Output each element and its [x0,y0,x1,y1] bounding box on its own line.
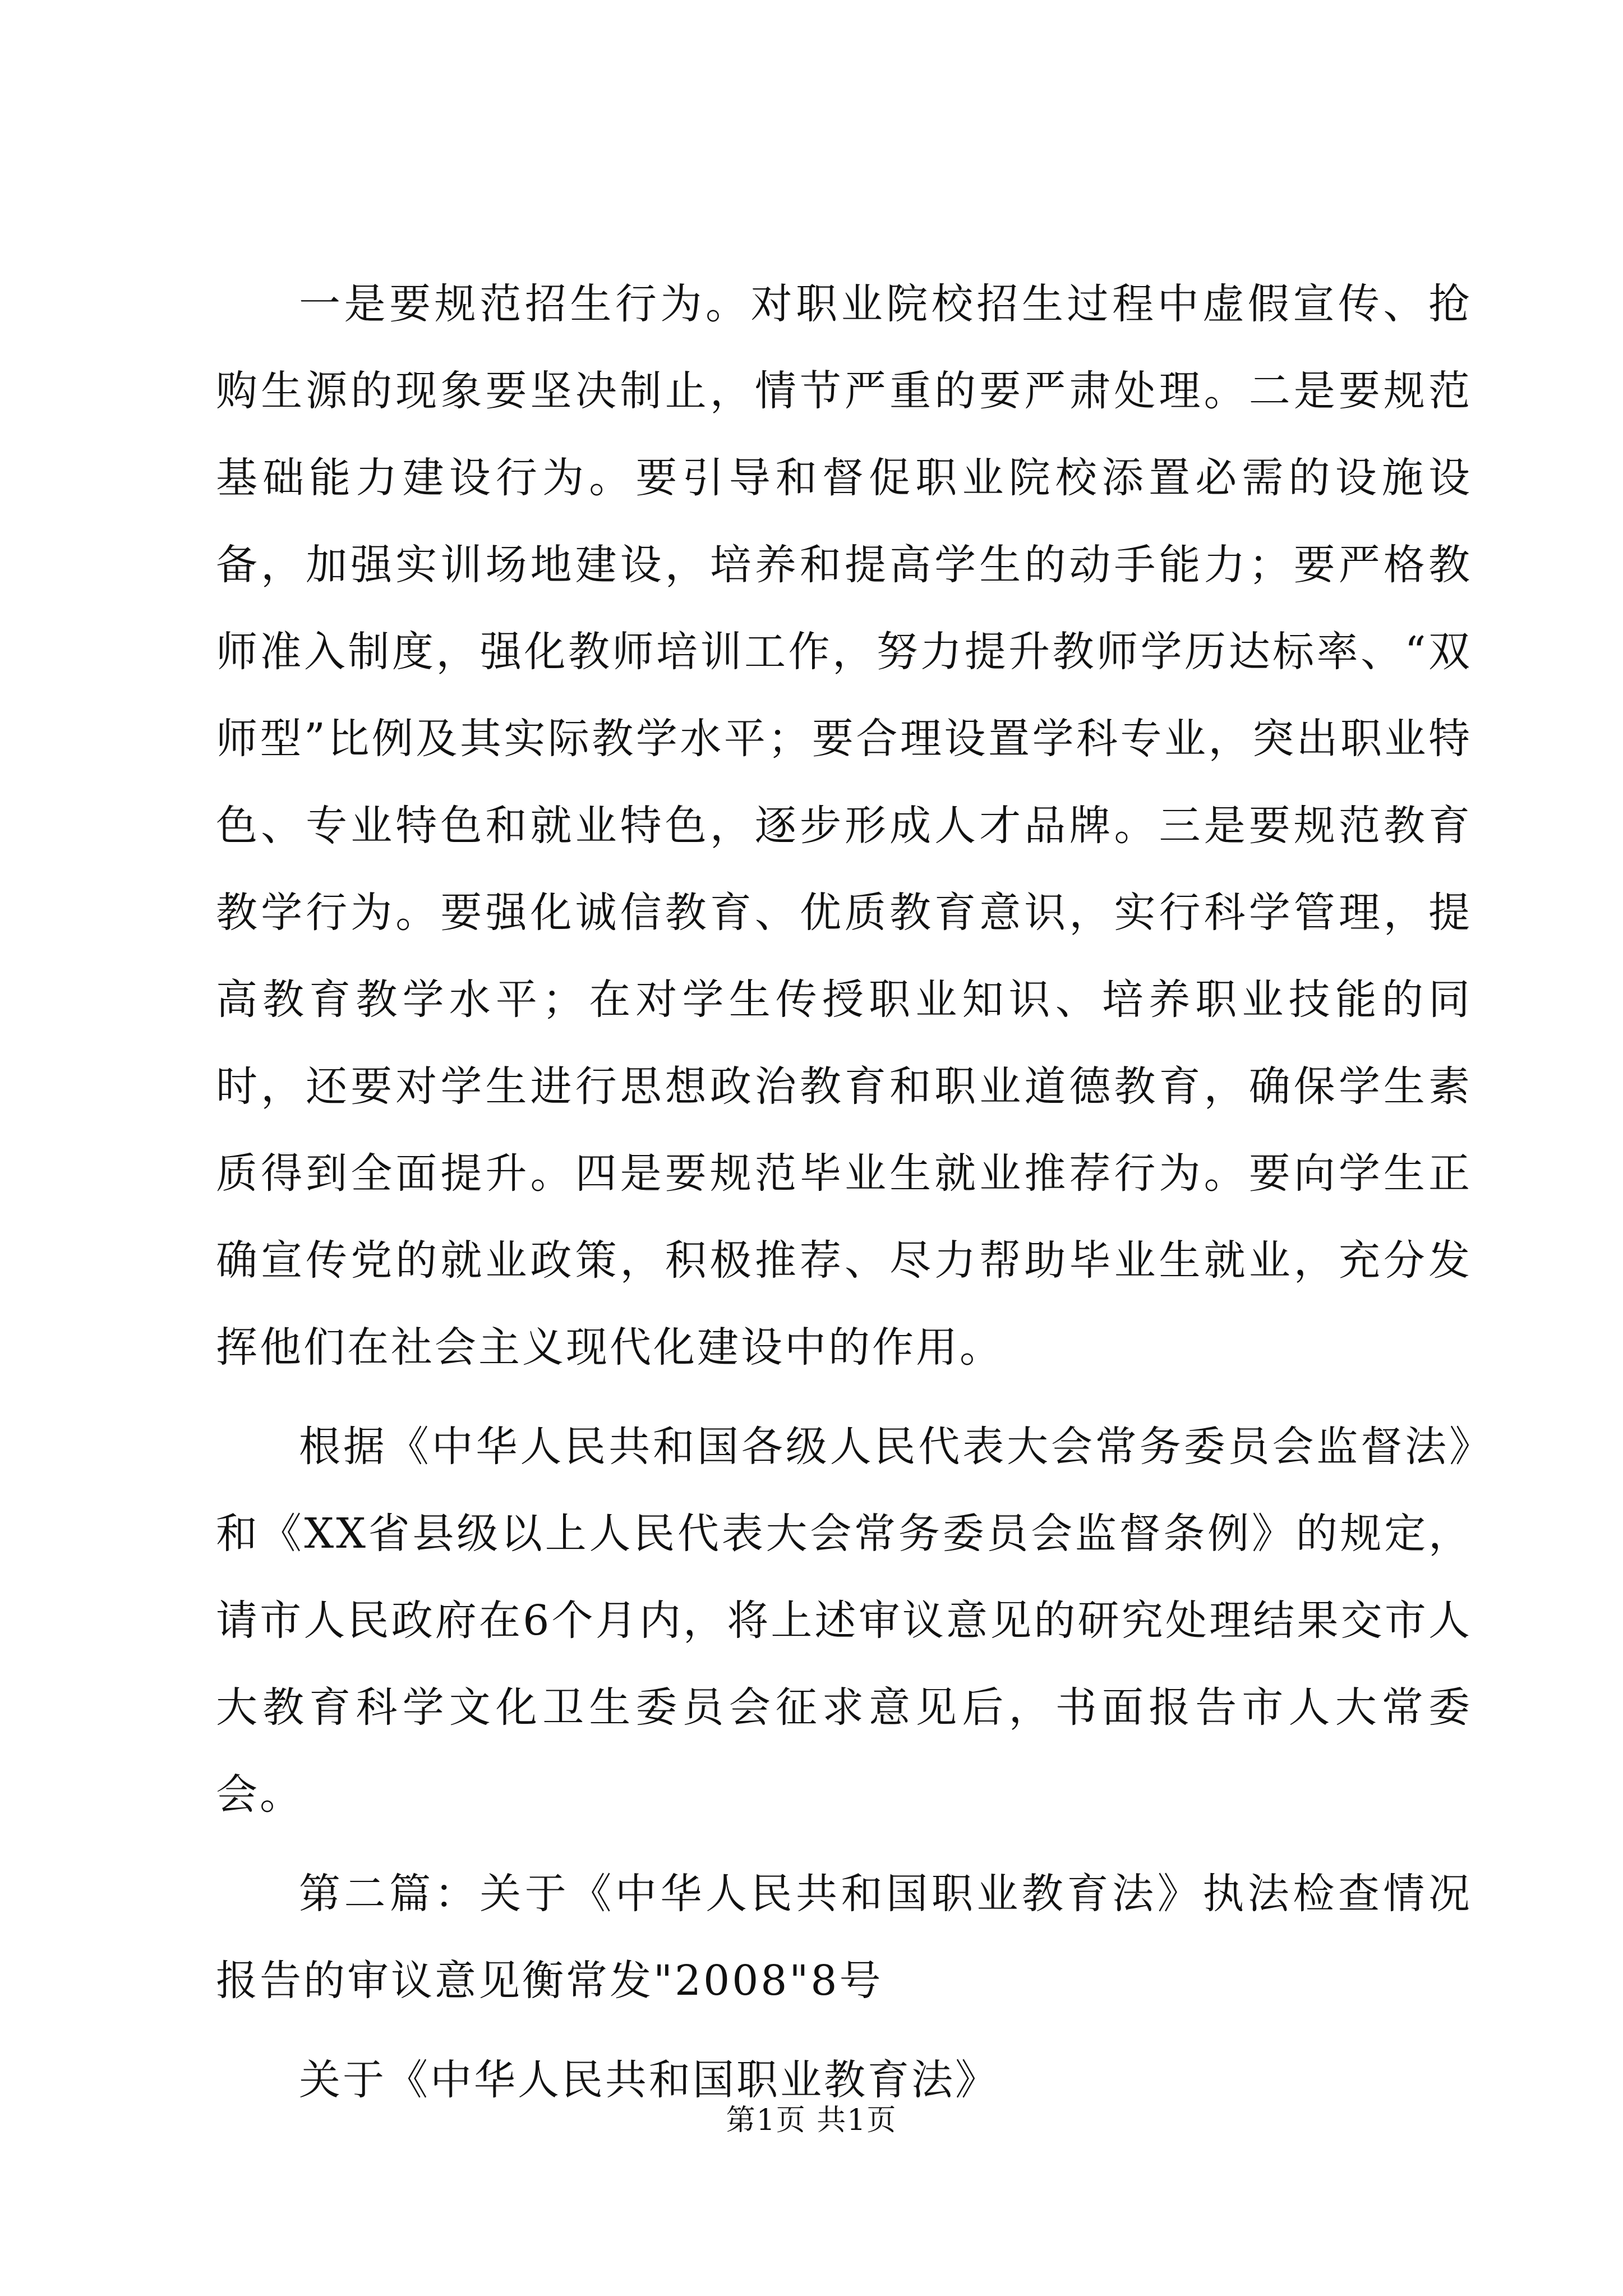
document-body [216,261,1472,2124]
paragraph-heading: 关于《中华人民共和国职业教育法》 [299,2056,999,2104]
paragraph-second-article-title: 第二篇：关于《中华人民共和国职业教育法》执法检查情况报告的审议意见衡常发"2008"8号 [216,1870,1472,2005]
paragraph-legal-basis: 根据《中华人民共和国各级人民代表大会常务委员会监督法》和《XX省县级以上人民代表大会常务委员会监督条例》的规定，请市人民政府在6个月内，将上述审议意见的研究处理结果交市人大教育科学文化卫生委员会征求意见后，书面报告市人大常委会。 [216,1423,1472,1819]
page-number-footer: 第1页 共1页 [726,2104,897,2137]
paragraph-regulations: 一是要规范招生行为。对职业院校招生过程中虚假宣传、抢购生源的现象要坚决制止，情节严重的要严肃处理。二是要规范基础能力建设行为。要引导和督促职业院校添置必需的设施设备，加强实训场地建设，培养和提高学生的动手能力；要严格教师准入制度，强化教师培训工作，努力提升教师学历达标率、“双师型”比例及其实际教学水平；要合理设置学科专业，突出职业特色、专业特色和就业特色，逐步形成人才品牌。三是要规范教育教学行为。要强化诚信教育、优质教育意识，实行科学管理，提高教育教学水平；在对学生传授职业知识、培养职业技能的同时，还要对学生进行思想政治教育和职业道德教育，确保学生素质得到全面提升。四是要规范毕业生就业推荐行为。要向学生正确宣传党的就业政策，积极推荐、尽力帮助毕业生就业，充分发挥他们在社会主义现代化建设中的作用。 [216,280,1472,1372]
